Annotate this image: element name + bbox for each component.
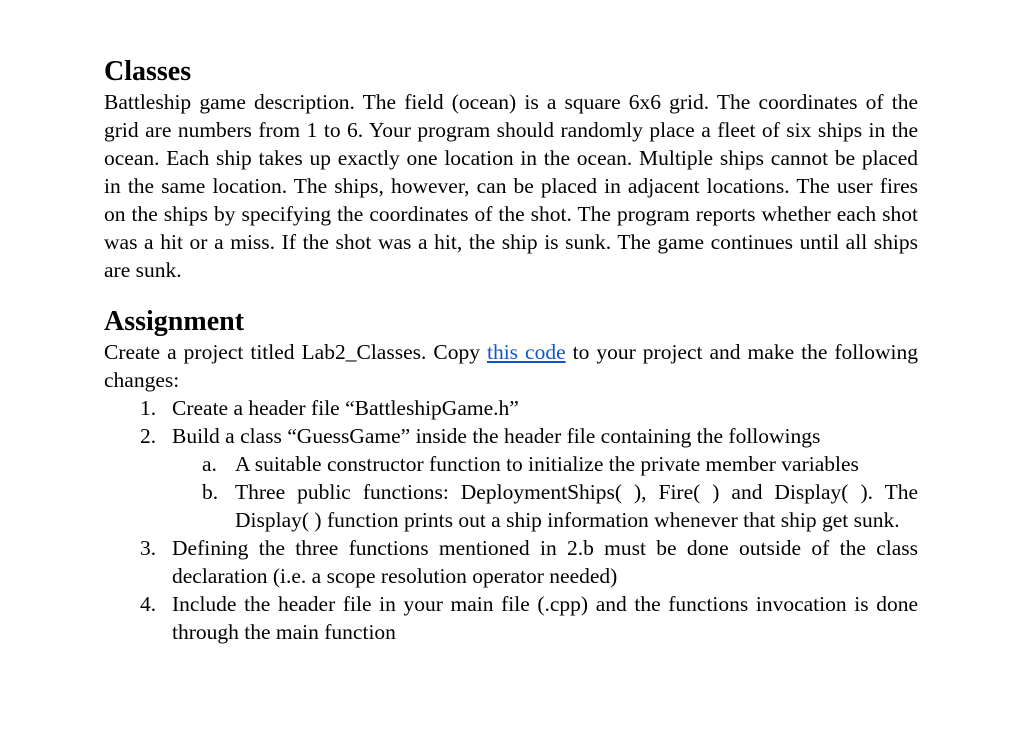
sub-list-item-text: Three public functions: DeploymentShips( ), Fire( ) and Display( ). The Display( ) function prints out a ship information whenever that ship get sunk. xyxy=(235,480,918,532)
list-item-number: 4. xyxy=(140,592,157,616)
list-item xyxy=(104,394,918,422)
assignment-intro-after: to your project and make the following changes: xyxy=(104,340,918,392)
list-item xyxy=(104,422,918,534)
list-item-text: Build a class “GuessGame” inside the header file containing the followings xyxy=(172,424,821,448)
classes-section xyxy=(104,56,918,284)
assignment-section xyxy=(104,306,918,646)
list-item-text: Defining the three functions mentioned in 2.b must be done outside of the class declaration (i.e. a scope resolution operator needed) xyxy=(172,536,918,588)
list-item-text: Create a header file “BattleshipGame.h” xyxy=(172,396,519,420)
classes-heading: Classes xyxy=(104,56,192,87)
list-item-text: Include the header file in your main file (.cpp) and the functions invocation is done through the main function xyxy=(172,592,918,644)
list-item-number: 2. xyxy=(140,424,157,448)
sub-list-item-letter: a. xyxy=(202,452,217,476)
sub-list-item xyxy=(172,450,918,478)
list-item xyxy=(104,534,918,590)
assignment-intro-before: Create a project titled Lab2_Classes. Copy xyxy=(104,340,487,364)
classes-paragraph: Battleship game description. The field (ocean) is a square 6x6 grid. The coordinates of the grid are numbers from 1 to 6. Your program should randomly place a fleet of six ships in the ocean. Each ship takes up exactly one location in the ocean. Multiple ships cannot be placed in the same location. The ships, however, can be placed in adjacent locations. The user fires on the ships by specifying the coordinates of the shot. The program reports whether each shot was a hit or a miss. If the shot was a hit, the ship is sunk. The game continues until all ships are sunk. xyxy=(104,90,918,282)
sub-list xyxy=(172,450,918,534)
document-page xyxy=(104,56,918,646)
sub-list-item xyxy=(172,478,918,534)
assignment-steps-list xyxy=(104,394,918,646)
list-item-number: 1. xyxy=(140,396,157,420)
sub-list-item-letter: b. xyxy=(202,480,219,504)
assignment-heading: Assignment xyxy=(104,306,245,337)
list-item xyxy=(104,590,918,646)
assignment-intro xyxy=(104,338,918,394)
sub-list-item-text: A suitable constructor function to initialize the private member variables xyxy=(235,452,859,476)
this-code-link[interactable]: this code xyxy=(486,340,566,364)
list-item-number: 3. xyxy=(140,536,157,560)
